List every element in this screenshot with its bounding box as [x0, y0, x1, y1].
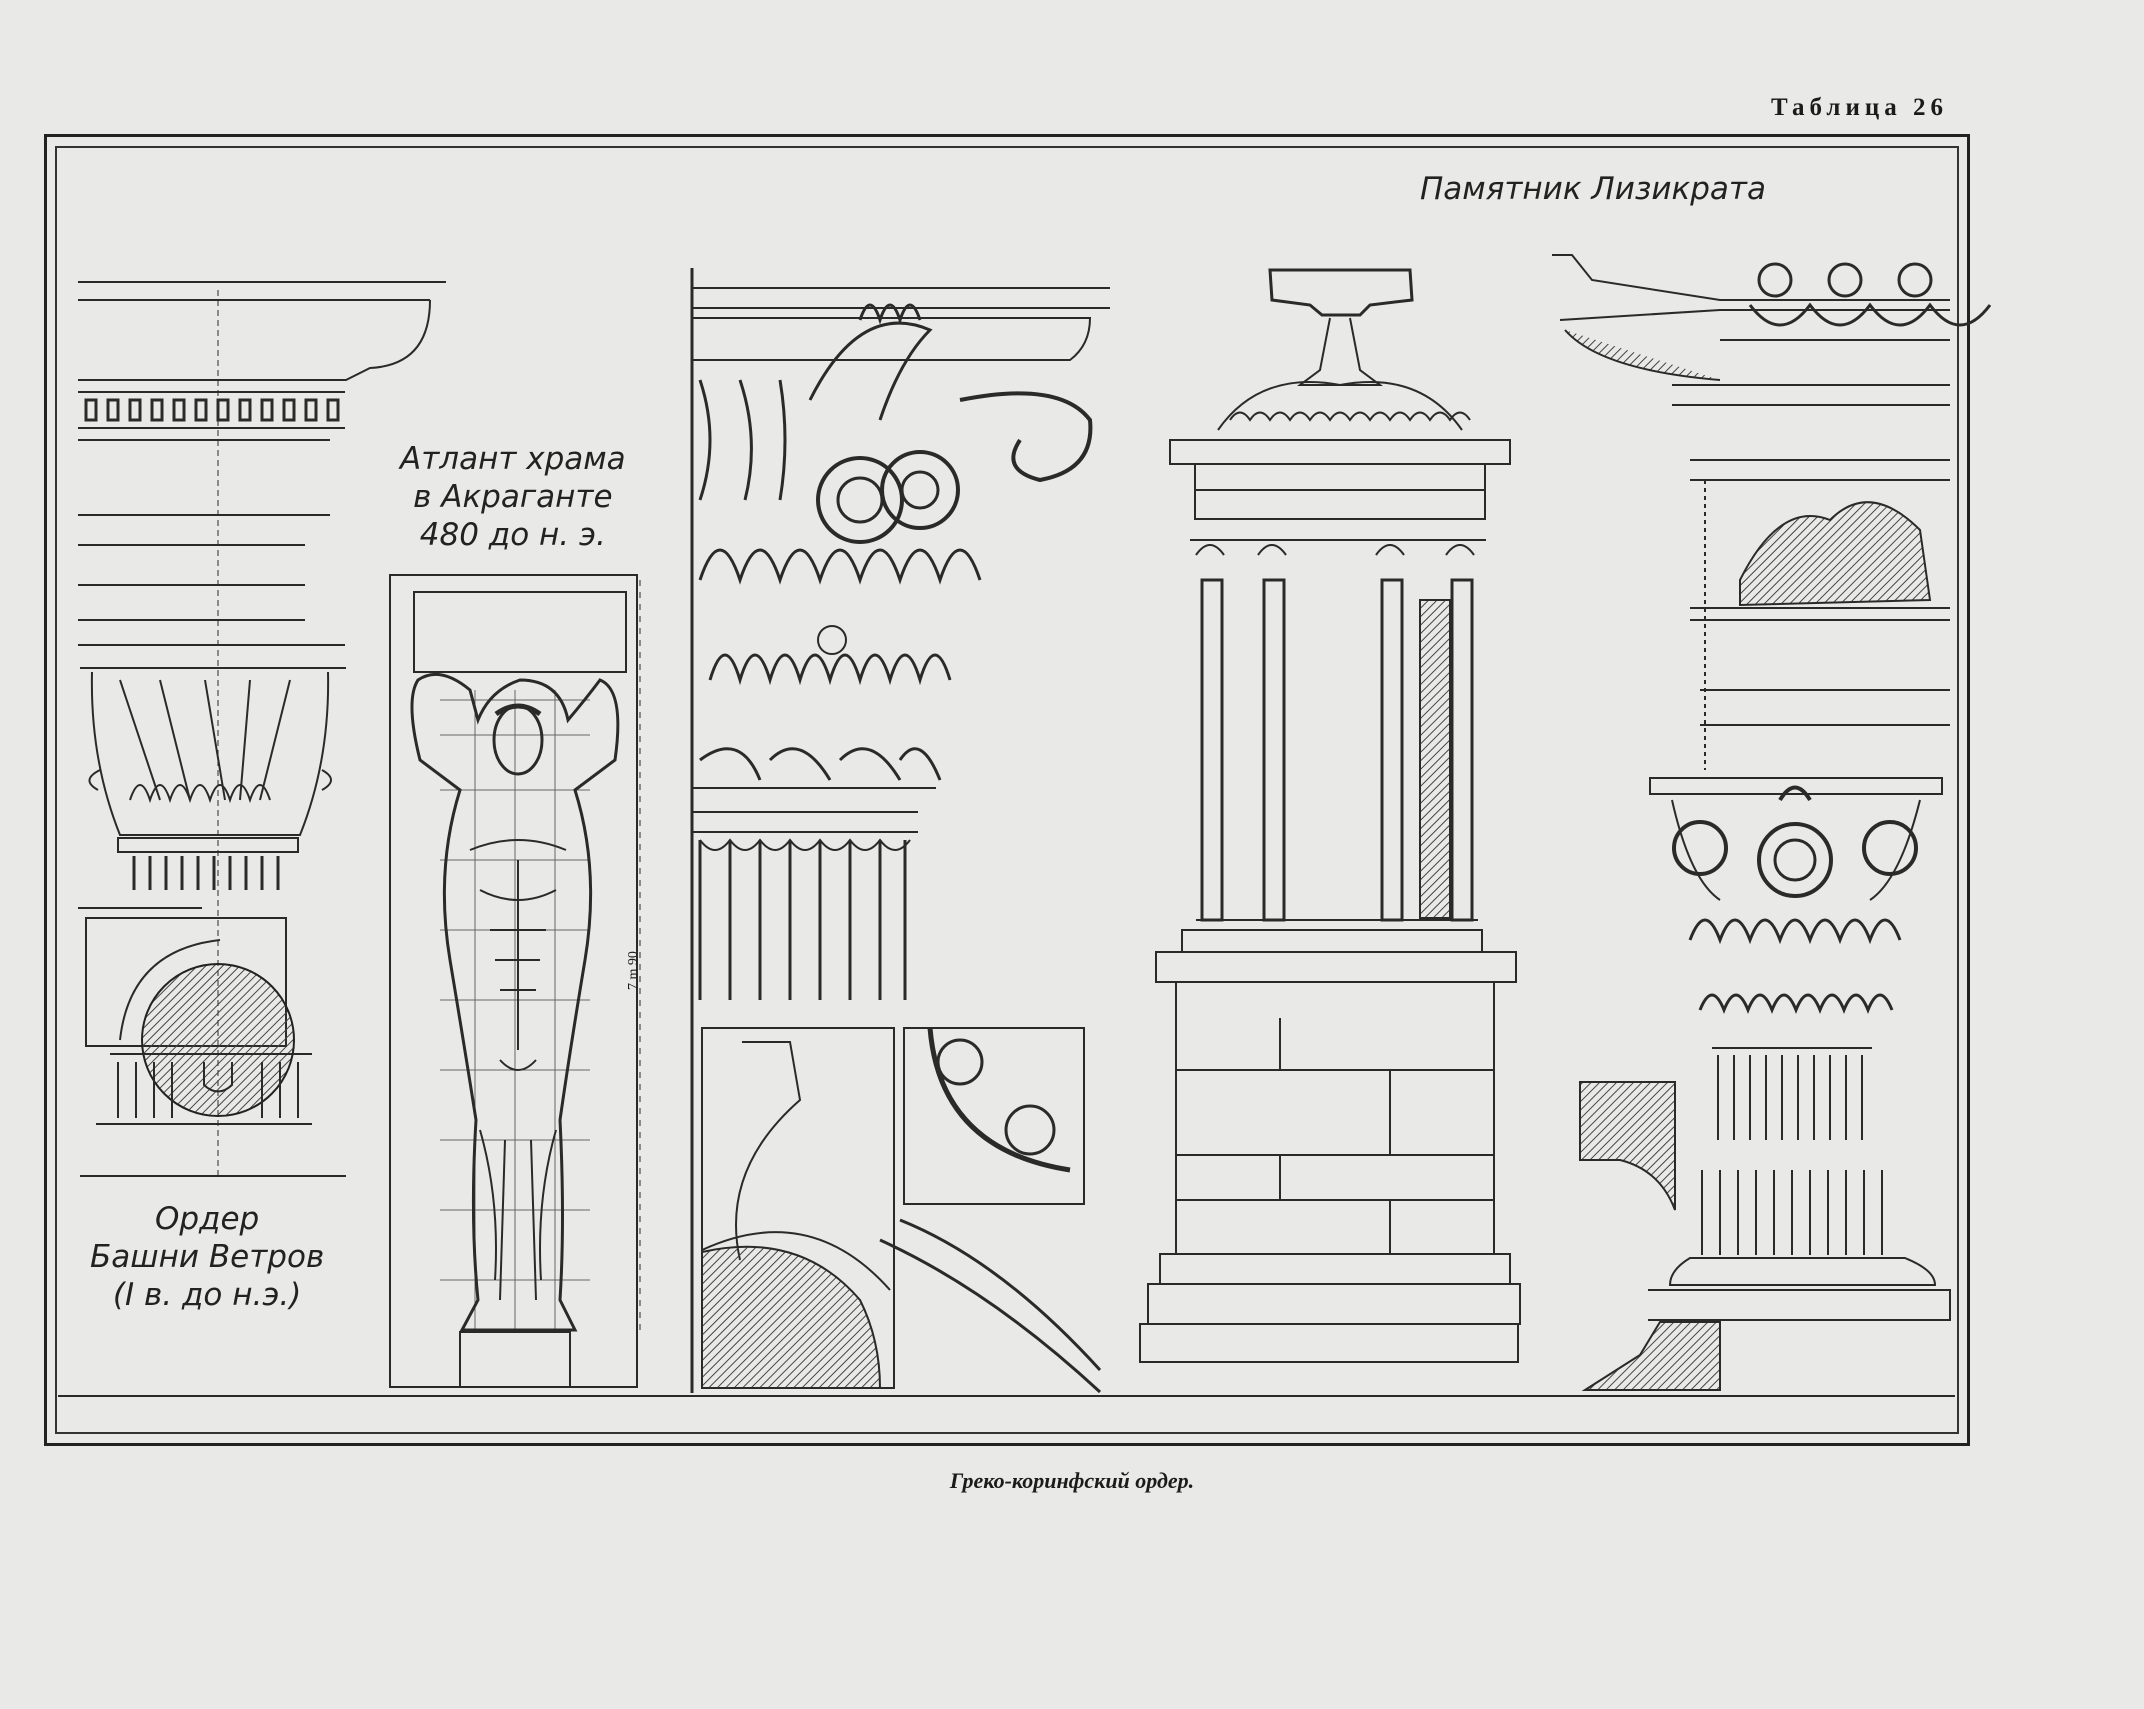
atlant-title — [400, 440, 626, 554]
atlant-title-line-1: Атлант храма — [400, 441, 626, 477]
lysicrates-title: Памятник Лизикрата — [1420, 171, 1766, 207]
tower-title — [90, 1200, 324, 1314]
atlant-drawing — [390, 575, 640, 1387]
lysicrates-monument-drawing — [1140, 270, 1520, 1362]
atlant-title-line-2: в Акраганте — [413, 479, 613, 515]
page-number: Таблица 26 — [1770, 94, 1948, 121]
capital-detail-drawing — [692, 268, 1110, 1393]
atlant-title-line-3: 480 до н. э. — [419, 517, 606, 553]
tower-title-line-3: (I в. до н.э.) — [112, 1277, 302, 1313]
lysicrates-order-drawing — [1552, 255, 1990, 1390]
tower-title-line-1: Ордер — [154, 1201, 260, 1237]
dimension-label: 7 m 90 — [626, 951, 641, 990]
plate-caption: Греко-коринфский ордер. — [949, 1468, 1195, 1493]
tower-title-line-2: Башни Ветров — [90, 1239, 325, 1275]
